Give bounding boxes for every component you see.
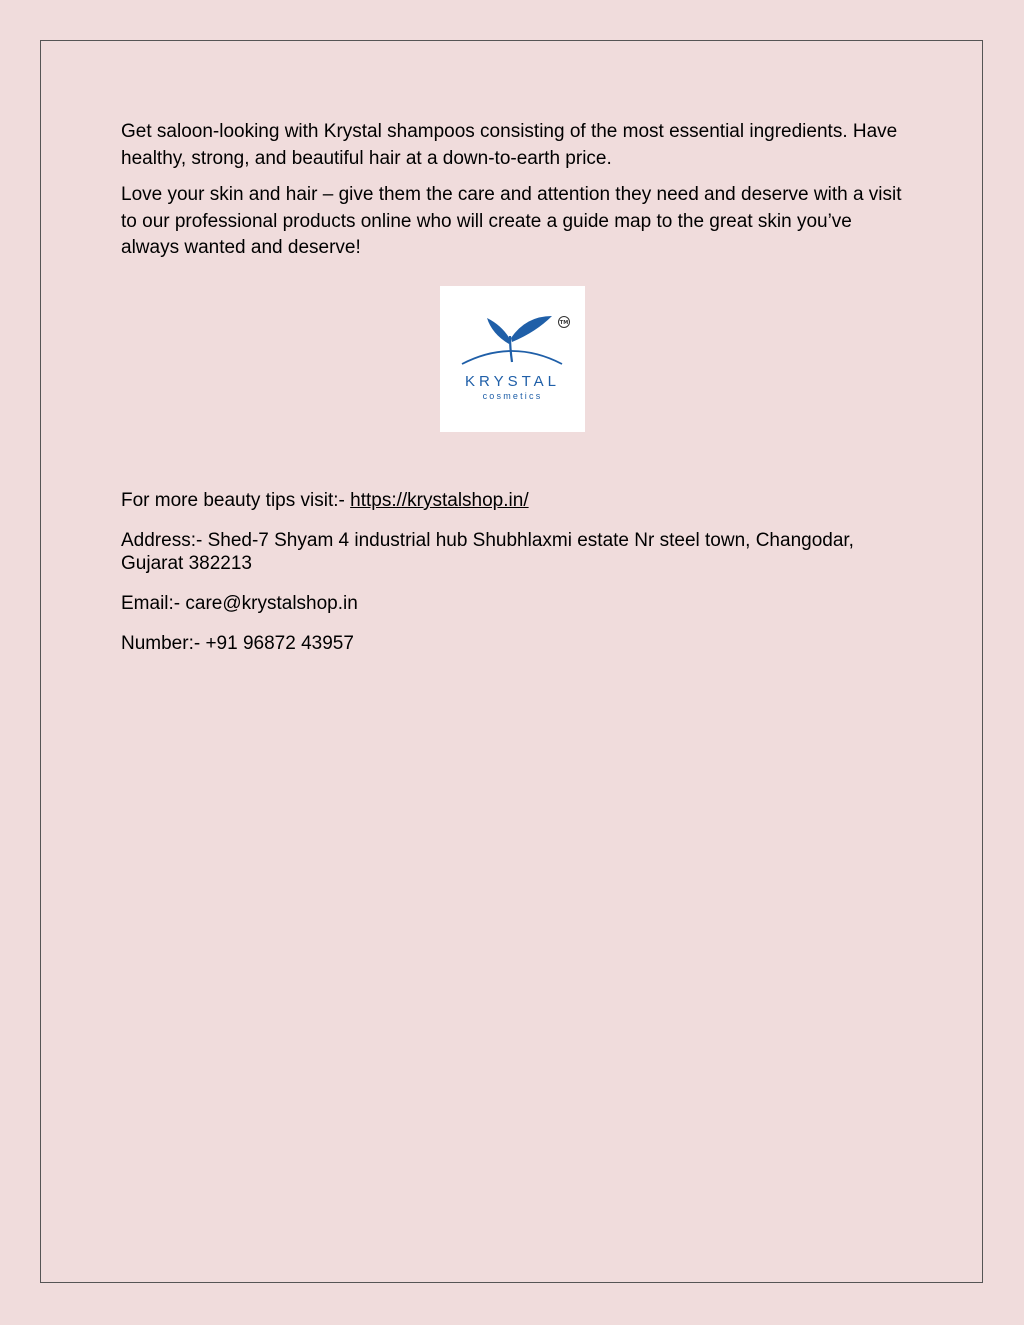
krystalshop-link[interactable]: https://krystalshop.in/ <box>350 490 529 511</box>
intro-section <box>121 119 911 272</box>
logo-brand-text: KRYSTAL <box>465 373 560 390</box>
trademark-text: TM <box>559 320 569 326</box>
krystal-leaf-logo-icon <box>440 286 585 432</box>
intro-paragraph-2: Love your skin and hair – give them the care and attention they need and deserve with a visit to our professional products online who will create a guide map to the great skin you’ve always wanted and deserve! <box>121 184 902 258</box>
email-text: Email:- care@krystalshop.in <box>121 593 358 614</box>
logo-tagline-text: cosmetics <box>482 391 543 401</box>
right-leaf-icon <box>511 316 552 342</box>
krystal-logo <box>440 286 585 432</box>
left-leaf-icon <box>487 318 511 344</box>
beauty-tips-line <box>121 489 911 512</box>
phone-number-text: Number:- +91 96872 43957 <box>121 633 354 654</box>
beauty-tips-label: For more beauty tips visit:- <box>121 490 351 511</box>
address-text: Address:- Shed-7 Shyam 4 industrial hub Shubhlaxmi estate Nr steel town, Changodar, Gujarat 382213 <box>121 530 854 574</box>
intro-paragraph-1: Get saloon-looking with Krystal shampoos consisting of the most essential ingredients. Have healthy, strong, and beautiful hair at a down-to-earth price. <box>121 121 898 169</box>
contact-section <box>121 489 911 672</box>
